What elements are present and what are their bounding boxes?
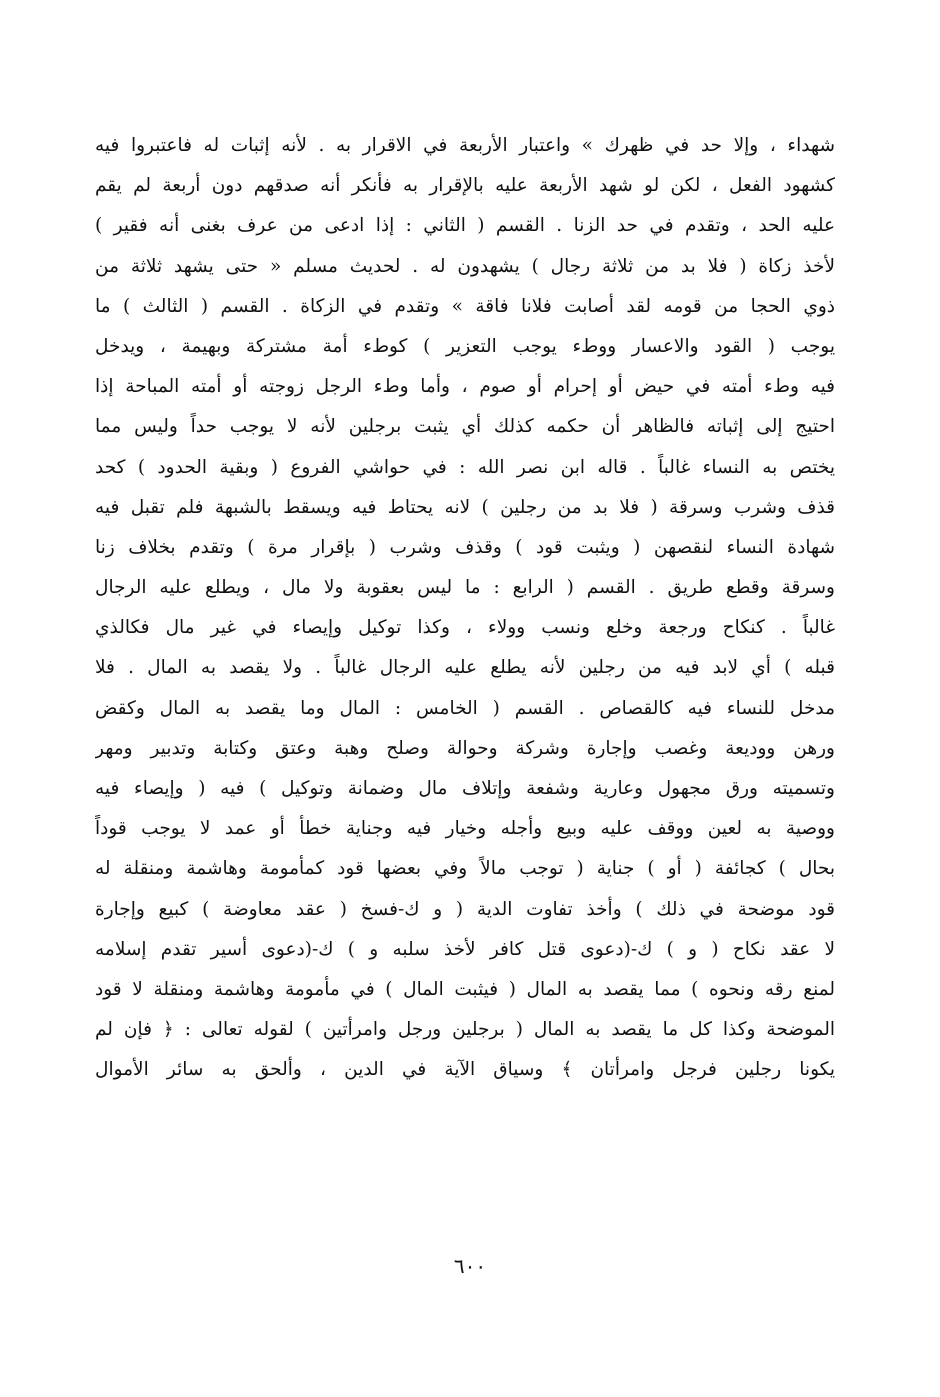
text-line: قبله ) أي لابد فيه من رجلين لأنه يطلع عليه الرجال غالباً . ولا يقصد به المال . فلا <box>95 657 835 679</box>
text-line: وسرقة وقطع طريق . القسم ( الرابع : ما ليس بعقوبة ولا مال ، ويطلع عليه الرجال <box>95 577 835 599</box>
text-line: لمنع رقه ونحوه ) مما يقصد به المال ( فيثبت المال ) في مأمومة وهاشمة ومنقلة لا قود <box>95 978 835 1000</box>
text-line: احتيج إلى إثباته فالظاهر أن حكمه كذلك أي يثبت برجلين لأنه لا يوجب حداً وليس مما <box>95 416 835 438</box>
text-line: وتسميته ورق مجهول وعارية وشفعة وإتلاف مال وضمانة وتوكيل ) فيه ( وإيصاء فيه <box>95 778 835 799</box>
text-line: يختص به النساء غالباً . قاله ابن نصر الله : في حواشي الفروع ( وبقية الحدود ) كحد <box>95 456 835 478</box>
text-line: قذف وشرب وسرقة ( فلا بد من رجلين ) لانه يحتاط فيه ويسقط بالشبهة فلم تقبل فيه <box>95 496 835 518</box>
text-line: ذوي الحجا من قومه لقد أصابت فلانا فاقة » وتقدم في الزكاة . القسم ( الثالث ) ما <box>95 295 835 317</box>
text-line: الموضحة وكذا كل ما يقصد به المال ( برجلين ورجل وامرأتين ) لقوله تعالى : ﴿ فإن لم <box>95 1019 835 1041</box>
body-text <box>95 126 835 1091</box>
text-line: يكونا رجلين فرجل وامرأتان ﴾ وسياق الآية في الدين ، وألحق به سائر الأموال <box>95 1059 835 1081</box>
text-line: شهادة النساء لنقصهن ( ويثبت قود ) وقذف وشرب ( بإقرار مرة ) وتقدم بخلاف زنا <box>95 536 835 558</box>
text-line: كشهود الفعل ، لكن لو شهد الأربعة عليه بالإقرار به فأنكر أنه صدقهم دون أربعة لم يقم <box>95 175 835 197</box>
text-line: فيه وطء أمته في حيض أو إحرام أو صوم ، وأما وطء الرجل زوجته أو أمته المباحة إذا <box>95 376 835 398</box>
text-line: مدخل للنساء فيه كالقصاص . القسم ( الخامس : المال وما يقصد به المال وكقض <box>95 697 835 719</box>
page-number: ٦٠٠ <box>453 1254 487 1278</box>
text-line: ووصية به لعين ووقف عليه وبيع وأجله وخيار فيه وجناية خطأ أو عمد لا يوجب قوداً <box>95 818 835 840</box>
text-line: ورهن ووديعة وغصب وإجارة وشركة وحوالة وصلح وهبة وعتق وكتابة وتدبير ومهر <box>95 737 835 759</box>
text-line: بحال ) كجائفة ( أو ) جناية ( توجب مالاً وفي بعضها قود كمأمومة وهاشمة ومنقلة له <box>95 858 835 880</box>
text-line: قود موضحة في ذلك ) وأخذ تفاوت الدية ( و ك-فسخ ( عقد معاوضة ) كبيع وإجارة <box>95 898 835 920</box>
text-line: غالباً . كنكاح ورجعة وخلع ونسب وولاء ، وكذا توكيل وإيصاء في غير مال فكالذي <box>95 617 835 639</box>
text-line: لأخذ زكاة ( فلا بد من ثلاثة رجال ) يشهدون له . لحديث مسلم « حتى يشهد ثلاثة من <box>95 255 835 277</box>
text-line: يوجب ( القود والاعسار ووطء يوجب التعزير ) كوطء أمة مشتركة وبهيمة ، ويدخل <box>95 335 835 357</box>
text-line: شهداء ، وإلا حد في ظهرك » واعتبار الأربعة في الاقرار به . لأنه إثبات له فاعتبروا فيه <box>95 135 835 156</box>
text-line: عليه الحد ، وتقدم في حد الزنا . القسم ( الثاني : إذا ادعى من عرف بغنى أنه فقير ) <box>95 215 835 237</box>
text-line: لا عقد نكاح ( و ) ك-(دعوى قتل كافر لأخذ سلبه و ) ك-(دعوى أسير تقدم إسلامه <box>95 938 835 960</box>
